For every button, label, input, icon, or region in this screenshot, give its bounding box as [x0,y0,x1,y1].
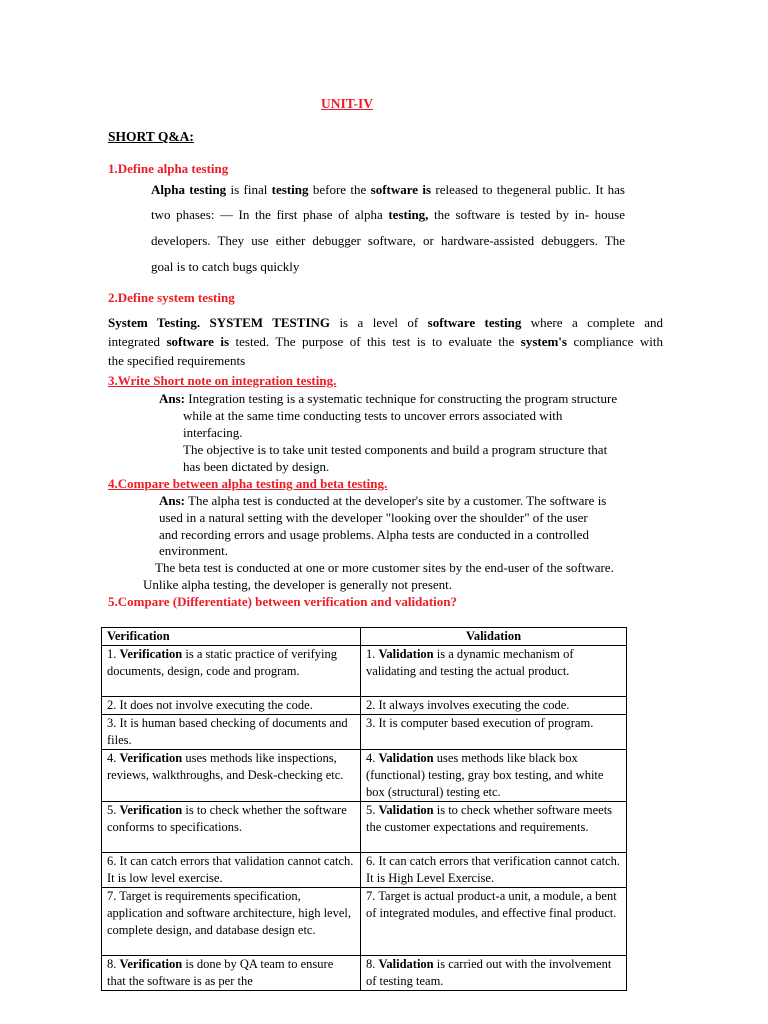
table-row [102,802,627,853]
table-row [102,750,627,802]
table-row [102,646,627,697]
table-row [102,956,627,991]
validation-cell: 7. Target is actual product-a unit, a module, a bent of integrated modules, and effective final product. [361,888,627,956]
verification-cell: 2. It does not involve executing the code. [102,697,361,715]
validation-cell: 3. It is computer based execution of program. [361,715,627,750]
q3-line-4: The objective is to take unit tested components and build a program structure that [183,442,608,457]
q3-line-5: has been dictated by design. [183,459,330,474]
header-verification: Verification [102,628,361,646]
q3-line-1: Ans: Integration testing is a systematic technique for constructing the program structure [159,391,618,406]
validation-cell: 5. Validation is to check whether software meets the customer expectations and requirements. [361,802,627,853]
q4-line-4: environment. [159,543,228,558]
table-header-row [102,628,627,646]
section-title: SHORT Q&A: [108,129,194,144]
validation-cell: 8. Validation is carried out with the involvement of testing team. [361,956,627,991]
q4-line-2: used in a natural setting with the developer "looking over the shoulder" of the user [159,510,588,525]
q3-line-3: interfacing. [183,425,243,440]
q1-heading: 1.Define alpha testing [108,161,229,176]
verification-cell: 5. Verification is to check whether the software conforms to specifications. [102,802,361,853]
verification-cell: 8. Verification is done by QA team to ensure that the software is as per the [102,956,361,991]
q3-heading: 3.Write Short note on integration testing. [108,373,337,388]
validation-cell: 1. Validation is a dynamic mechanism of validating and testing the actual product. [361,646,627,697]
verification-cell: 3. It is human based checking of documents and files. [102,715,361,750]
q4-line-5: The beta test is conducted at one or more customer sites by the end-user of the software. [155,560,614,575]
verification-cell: 7. Target is requirements specification, application and software architecture, high level, complete design, and database design etc. [102,888,361,956]
q5-heading: 5.Compare (Differentiate) between verification and validation? [108,594,458,609]
q2-line-2: integrated software is tested. The purpose of this test is to evaluate the system's compliance with [108,334,663,349]
validation-cell: 6. It can catch errors that verification cannot catch. It is High Level Exercise. [361,853,627,888]
q4-line-6: Unlike alpha testing, the developer is generally not present. [143,577,453,592]
q1-line-3: developers. They use either debugger software, or hardware-assisted debuggers. The [151,233,625,248]
q4-heading: 4.Compare between alpha testing and beta testing. [108,476,388,491]
table-row [102,715,627,750]
verification-cell: 6. It can catch errors that validation cannot catch. It is low level exercise. [102,853,361,888]
table-row [102,888,627,956]
q2-line-3: the specified requirements [108,353,246,368]
header-validation: Validation [361,628,627,646]
q2-heading: 2.Define system testing [108,290,235,305]
q1-line-1: Alpha testing is final testing before the software is released to thegeneral public. It has [151,182,625,197]
verification-cell: 4. Verification uses methods like inspections, reviews, walkthroughs, and Desk-checking etc. [102,750,361,802]
q1-line-2: two phases: — In the first phase of alpha testing, the software is tested by in- house [151,207,625,222]
verification-validation-table [101,627,627,991]
q4-line-3: and recording errors and usage problems. Alpha tests are conducted in a controlled [159,527,589,542]
verification-cell: 1. Verification is a static practice of verifying documents, design, code and program. [102,646,361,697]
q4-line-1: Ans: The alpha test is conducted at the developer's site by a customer. The software is [159,493,607,508]
table-row [102,697,627,715]
q1-line-4: goal is to catch bugs quickly [151,259,300,274]
validation-cell: 4. Validation uses methods like black box (functional) testing, gray box testing, and white box (structural) testing etc. [361,750,627,802]
table-row [102,853,627,888]
q2-line-1: System Testing. SYSTEM TESTING is a level of software testing where a complete and [108,315,663,330]
unit-title: UNIT-IV [321,96,374,111]
q3-line-2: while at the same time conducting tests to uncover errors associated with [183,408,563,423]
validation-cell: 2. It always involves executing the code. [361,697,627,715]
